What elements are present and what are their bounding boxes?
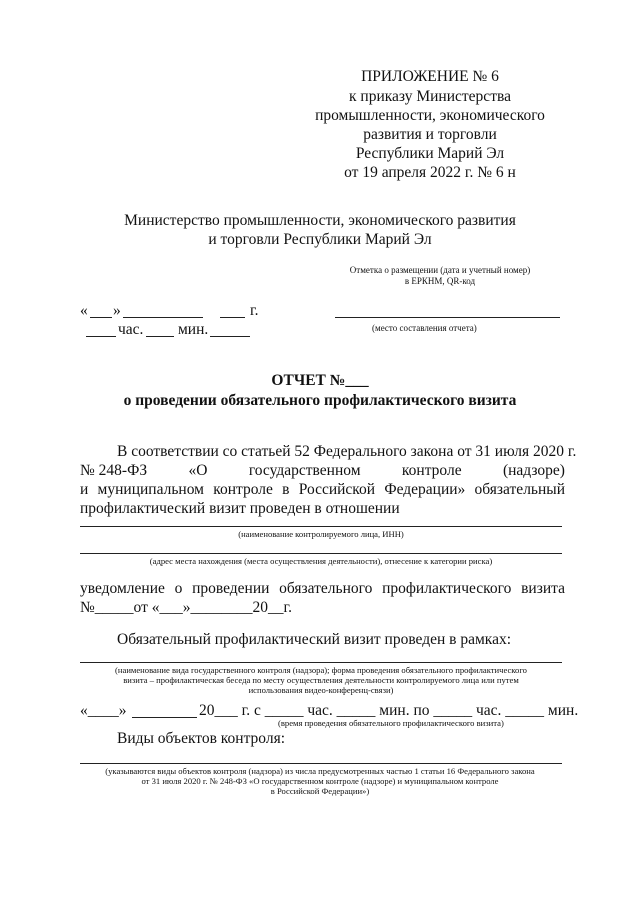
appendix-line: Республики Марий Эл	[355, 145, 505, 162]
body-paragraph-line: Обязательный профилактический визит проведен в рамках:	[117, 631, 512, 648]
minutes-blank[interactable]	[146, 336, 174, 337]
minutes-tail-blank[interactable]	[210, 336, 250, 337]
visit-day-field[interactable]: «____»	[80, 702, 127, 719]
address-caption: (адрес места нахождения (места осуществления деятельности), отнесение к категории риска)	[149, 556, 493, 566]
word: контроле	[401, 462, 462, 479]
date-open-quote: «	[80, 302, 88, 319]
ministry-name-cont: и торговли Республики Марий Эл	[208, 231, 432, 248]
date-close-quote: »	[113, 302, 121, 319]
visit-month-blank[interactable]	[132, 717, 197, 718]
word: государственном	[248, 462, 361, 479]
day-blank[interactable]	[90, 317, 112, 318]
appendix-date: от 19 апреля 2022 г. № 6 н	[344, 164, 516, 181]
hours-blank[interactable]	[86, 336, 116, 337]
ministry-name: Министерство промышленности, экономического развития	[124, 212, 516, 229]
appendix-line: к приказу Министерства	[349, 88, 511, 105]
appendix-line: развития и торговли	[363, 126, 497, 143]
control-type-blank[interactable]	[80, 662, 562, 663]
objects-label: Виды объектов контроля:	[117, 730, 286, 747]
objects-blank[interactable]	[80, 763, 562, 764]
time-caption: (время проведения обязательного профилактического визита)	[278, 718, 504, 728]
word: (надзоре)	[502, 462, 565, 479]
law-number: № 248-ФЗ	[80, 462, 148, 479]
word: «О	[188, 462, 208, 479]
month-blank[interactable]	[123, 317, 203, 318]
minutes-label: мин.	[178, 321, 209, 338]
place-caption: (место составления отчета)	[372, 323, 477, 333]
objects-caption: (указываются виды объектов контроля (надзора) из числа предусмотренных частью 1 статьи 16 Федерального закона	[105, 766, 535, 776]
entity-blank[interactable]	[80, 526, 562, 527]
control-caption: визита – профилактическая беседа по месту осуществления деятельности контролируемого лица или путем	[123, 675, 519, 685]
body-paragraph-line-justified	[80, 462, 565, 480]
registry-mark-label: Отметка о размещении (дата и учетный номер)	[349, 265, 531, 275]
hours-label: час.	[118, 321, 144, 338]
body-paragraph-line-justified: и муниципальном контроле в Российской Федерации» обязательный	[80, 481, 565, 498]
report-title: ОТЧЕТ №___	[271, 372, 369, 389]
year-blank[interactable]	[220, 317, 245, 318]
year-suffix: г.	[250, 302, 259, 319]
visit-time-field[interactable]: 20___ г. с _____ час. _____ мин. по _____ час. _____ мин.	[199, 702, 579, 719]
objects-caption: от 31 июля 2020 г. № 248-ФЗ «О государственном контроле (надзоре) и муниципальном контроле	[141, 776, 499, 786]
appendix-line: промышленности, экономического	[315, 107, 545, 124]
entity-caption: (наименование контролируемого лица, ИНН)	[238, 529, 404, 539]
registry-mark-label-cont: в ЕРКНМ, QR-код	[404, 276, 476, 286]
address-blank[interactable]	[80, 553, 562, 554]
report-subtitle: о проведении обязательного профилактического визита	[123, 392, 517, 409]
appendix-title: ПРИЛОЖЕНИЕ № 6	[361, 68, 499, 85]
objects-caption: в Российской Федерации»)	[270, 786, 370, 796]
control-caption: (наименование вида государственного контроля (надзора); форма проведения обязательного профилактического	[115, 665, 527, 675]
notice-line: уведомление о проведении обязательного профилактического визита	[80, 580, 565, 597]
place-blank[interactable]	[335, 317, 560, 318]
notice-number-date: №_____от «___»________20__г.	[80, 599, 292, 616]
body-paragraph-line: В соответствии со статьей 52 Федерального закона от 31 июля 2020 г.	[117, 443, 577, 460]
control-caption: использования видео-конференц-связи)	[248, 685, 394, 695]
body-paragraph-line: профилактический визит проведен в отношении	[80, 500, 400, 517]
